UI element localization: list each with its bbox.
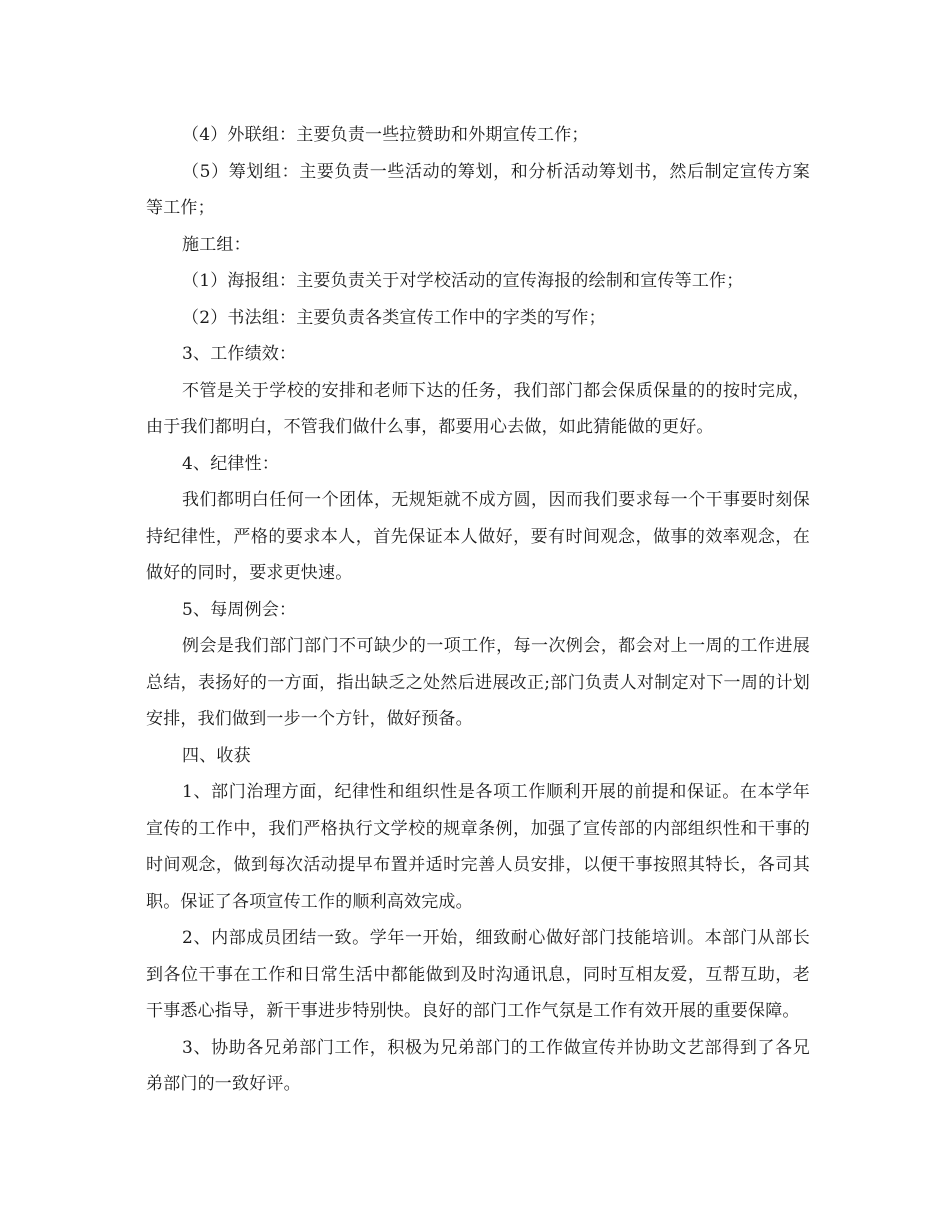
paragraph-poster-group: （1）海报组：主要负责关于对学校活动的宣传海报的绘制和宣传等工作； — [182, 271, 744, 291]
paragraph-gains-cooperation: 3、协助各兄弟部门工作，积极为兄弟部门的工作做宣传并协助文艺部得到了各兄弟部门的一致好评。 — [146, 1037, 810, 1094]
paragraph-weekly-meeting: 例会是我们部门部门不可缺少的一项工作，每一次例会，都会对上一周的工作进展总结，表扬好的一方面，指出缺乏之处然后进展改正;部门负责人对制定对下一周的计划安排，我们做到一步一个方针，做好预备。 — [146, 636, 810, 729]
section-heading-gains: 四、收获 — [182, 745, 251, 766]
paragraph-gains-unity: 2、内部成员团结一致。学年一开始，细致耐心做好部门技能培训。本部门从部长到各位干事在工作和日常生活中都能做到及时沟通讯息，同时互相友爱，互帮互助，老干事悉心指导，新干事进步特别快。良好的部门工作气氛是工作有效开展的重要保障。 — [146, 928, 810, 1021]
paragraph-calligraphy-group: （2）书法组：主要负责各类宣传工作中的字类的写作； — [182, 307, 606, 328]
paragraph-performance: 不管是关于学校的安排和老师下达的任务，我们部门都会保质保量的的按时完成，由于我们都明白，不管我们做什么事，都要用心去做，如此猜能做的更好。 — [146, 380, 810, 437]
document-body — [146, 117, 810, 1103]
paragraph-planning-group: （5）筹划组：主要负责一些活动的筹划，和分析活动筹划书，然后制定宣传方案等工作； — [146, 161, 810, 218]
paragraph-discipline: 我们都明白任何一个团体，无规矩就不成方圆，因而我们要求每一个干事要时刻保持纪律性，严格的要求本人，首先保证本人做好，要有时间观念，做事的效率观念，在做好的同时，要求更快速。 — [146, 490, 810, 583]
paragraph-construction-group-heading: 施工组： — [182, 234, 251, 255]
section-heading-discipline: 4、纪律性： — [182, 453, 280, 474]
paragraph-gains-management: 1、部门治理方面，纪律性和组织性是各项工作顺利开展的前提和保证。在本学年宣传的工作中，我们严格执行文学校的规章条例，加强了宣传部的内部组织性和干事的时间观念，做到每次活动提早布置并适时完善人员安排，以便干事按照其特长，各司其职。保证了各项宣传工作的顺利高效完成。 — [146, 782, 810, 912]
paragraph-outreach-group: （4）外联组：主要负责一些拉赞助和外期宣传工作； — [182, 125, 589, 145]
section-heading-weekly-meeting: 5、每周例会： — [182, 599, 297, 620]
section-heading-performance: 3、工作绩效： — [182, 344, 297, 364]
